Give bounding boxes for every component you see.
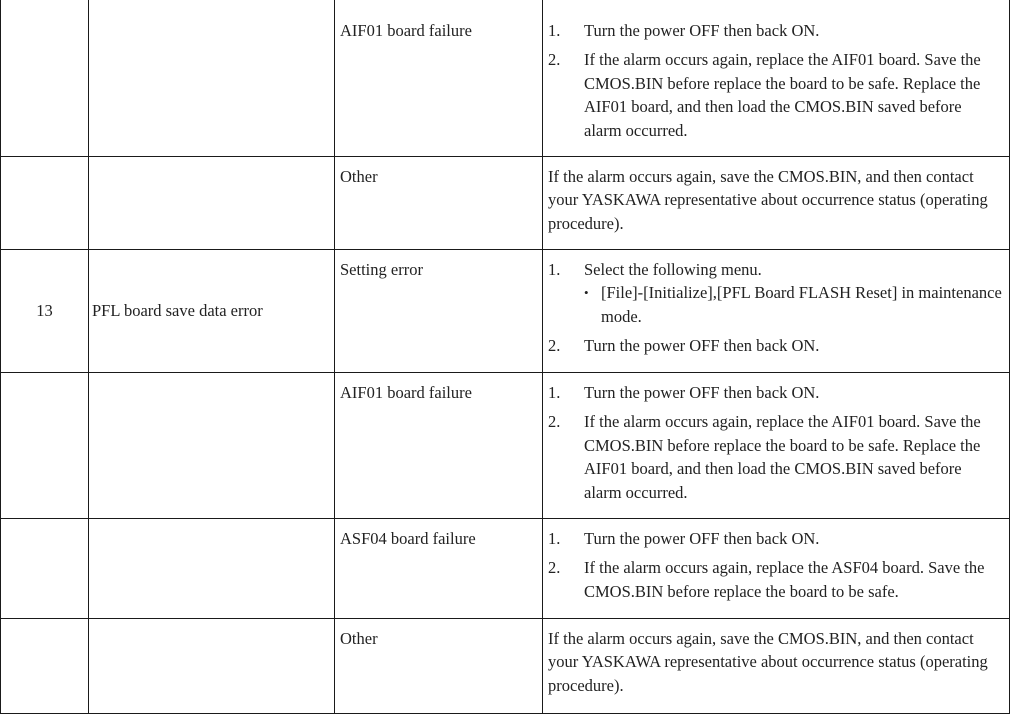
remedy-cell [543,250,1010,373]
table-row [1,157,1010,250]
step-text: If the alarm occurs again, replace the ASF04 board. Save the CMOS.BIN before replace the board to be safe. [584,558,985,601]
table-row [1,373,1010,519]
alarm-name-cell: PFL board save data error [89,250,335,373]
alarm-number-cell [1,0,89,157]
remedy-cell [543,0,1010,157]
bullet-item [584,281,1003,328]
alarm-name-cell [89,0,335,157]
remedy-step [548,334,1003,357]
alarm-number-cell [1,619,89,714]
table-row [1,519,1010,619]
step-text: Turn the power OFF then back ON. [584,336,820,356]
step-number: 1. [548,529,561,548]
cause-cell: AIF01 board failure [335,373,543,519]
cause-cell: Other [335,619,543,714]
step-text: If the alarm occurs again, replace the AIF01 board. Save the CMOS.BIN before replace the board to be safe. Replace the AIF01 board, and then load the CMOS.BIN saved before alarm occurred. [584,412,981,502]
step-text: Turn the power OFF then back ON. [584,529,820,548]
remedy-cell [543,373,1010,519]
remedy-cell: If the alarm occurs again, save the CMOS.BIN, and then contact your YASKAWA representative about occurrence status (operating procedure). [543,619,1010,714]
alarm-name-cell [89,619,335,714]
table-row [1,250,1010,373]
remedy-step [548,556,1003,603]
cause-cell: Setting error [335,250,543,373]
cause-cell: Other [335,157,543,250]
remedy-cell [543,519,1010,619]
step-text: Turn the power OFF then back ON. [584,383,820,402]
cause-cell: ASF04 board failure [335,519,543,619]
step-number: 2. [548,50,561,70]
alarm-number-cell [1,157,89,250]
step-text: Turn the power OFF then back ON. [584,21,820,40]
step-text: Select the following menu. [584,260,762,279]
step-number: 2. [548,412,561,432]
remedy-step [548,527,1003,550]
step-number: 1. [548,383,561,402]
table-row [1,619,1010,714]
remedy-cell: If the alarm occurs again, save the CMOS.BIN, and then contact your YASKAWA representative about occurrence status (operating procedure). [543,157,1010,250]
remedy-step [548,48,1003,142]
step-text: If the alarm occurs again, replace the AIF01 board. Save the CMOS.BIN before replace the board to be safe. Replace the AIF01 board, and then load the CMOS.BIN saved before alarm occurred. [584,50,981,140]
step-number: 2. [548,558,561,578]
alarm-name-cell [89,519,335,619]
bullet-text: [File]-[Initialize],[PFL Board FLASH Reset] in maintenance mode. [601,283,1002,326]
step-number: 1. [548,260,561,279]
remedy-step [548,381,1003,404]
remedy-step [548,258,1003,328]
remedy-step [548,410,1003,504]
step-number: 2. [548,336,561,356]
alarm-name-cell [89,157,335,250]
cause-cell: AIF01 board failure [335,0,543,157]
alarm-number-cell [1,519,89,619]
bullet-icon: • [584,285,589,301]
step-number: 1. [548,21,561,40]
table-row [1,0,1010,157]
alarm-number-cell [1,373,89,519]
remedy-step [548,19,1003,42]
alarm-number-cell: 13 [1,250,89,373]
alarm-name-cell [89,373,335,519]
